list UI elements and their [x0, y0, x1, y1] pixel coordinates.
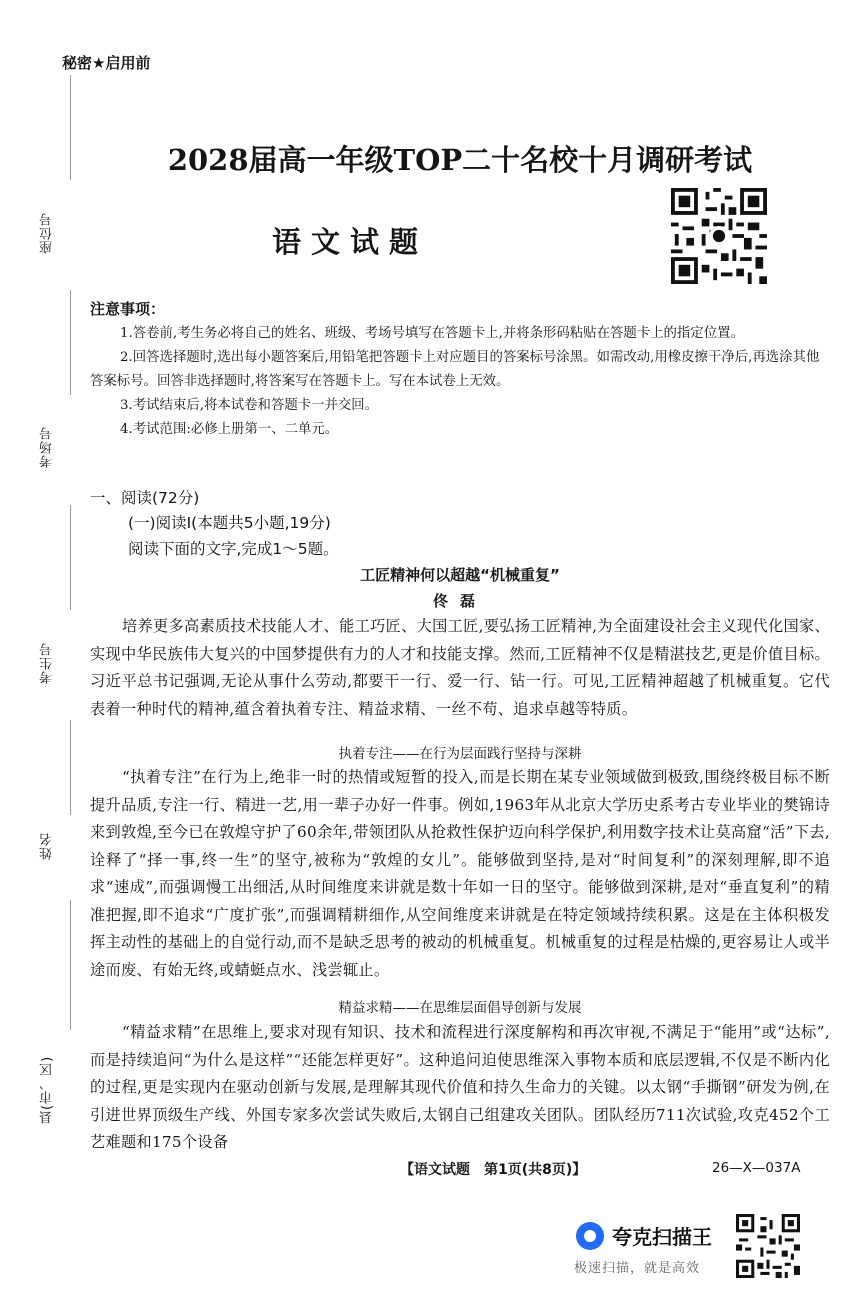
paragraph: 培养更多高素质技术技能人才、能工巧匠、大国工匠,要弘扬工匠精神,为全面建设社会主义现代化国家、实现中华民族伟大复兴的中国梦提供有力的人才和技能支撑。然而,工匠精神不仅是精湛技艺,更是价值目标。习近平总书记强调,无论从事什么劳动,都要干一行、爱一行、钻一行。可见,工匠精神超越了机械重复。它代表着一种时代的精神,蕴含着执着专注、精益求精、一丝不苟、追求卓越等特质。 — [90, 617, 830, 718]
article-author: 佟磊 — [432, 592, 487, 610]
paragraph: “精益求精”在思维上,要求对现有知识、技术和流程进行深度解构和再次审视,不满足于“能用”或“达标”,而是持续追问“为什么是这样”“还能怎样更好”。这种追问迫使思维深入事物本质和底层逻辑,不仅是不断内化的过程,更是实现内在驱动创新与发展,是理解其现代价值和持久生命力的关键。以太钢“手撕钢”研发为例,在引进世界顶级生产线、外国专家多次尝试失败后,太钢自己组建攻关团队。团队经历711次试验,攻克452个工艺难题和175个设备 — [90, 1023, 830, 1151]
section-heading: 一、阅读(72分) — [90, 489, 200, 507]
notice-item: 1.答卷前,考生务必将自己的姓名、班级、考场号填写在答题卡上,并将条形码粘贴在答题卡上的指定位置。 — [120, 326, 744, 341]
margin-divider — [70, 900, 71, 1030]
margin-divider — [70, 505, 71, 610]
scanner-logo-icon — [576, 1222, 604, 1250]
scanner-brand: 夸克扫描王 — [612, 1225, 712, 1249]
part2-heading: 精益求精——在思维层面倡导创新与发展 — [338, 1000, 582, 1016]
seat-number-label: 座位号 — [40, 212, 55, 254]
page-footer-label: 【语文试题 第1页(共8页)】 — [400, 1162, 587, 1178]
qr-code-icon — [671, 188, 767, 284]
notice-list — [90, 322, 830, 442]
part1-heading: 执着专注——在行为层面践行坚持与深耕 — [338, 746, 582, 762]
article-part2 — [90, 1019, 830, 1157]
confidential-mark: 秘密★启用前 — [62, 54, 151, 72]
notice-item: 3.考试结束后,将本试卷和答题卡一并交回。 — [120, 398, 379, 413]
margin-divider — [70, 75, 71, 180]
margin-divider — [70, 290, 71, 395]
notice-item: 4.考试范围:必修上册第一、二单元。 — [120, 422, 339, 437]
watermark-qr-icon — [736, 1214, 800, 1278]
exam-room-label: 考场号 — [40, 426, 55, 468]
article-intro — [90, 613, 830, 723]
notice-item: 2.回答选择题时,选出每小题答案后,用铅笔把答题卡上对应题目的答案标号涂黑。如需改动,用橡皮擦干净后,再选涂其他答案标号。回答非选择题时,将答案写在答题卡上。写在本试卷上无效。 — [90, 350, 820, 389]
subsection-heading: (一)阅读Ⅰ(本题共5小题,19分) — [128, 514, 331, 532]
notice-heading: 注意事项： — [90, 300, 166, 318]
paragraph: “执着专注”在行为上,绝非一时的热情或短暂的投入,而是长期在某专业领域做到极致,围绕终极目标不断提升品质,专注一行、精进一艺,用一辈子办好一件事。例如,1963年从北京大学历史系考古专业毕业的樊锦诗来到敦煌,至今已在敦煌守护了60余年,带领团队从抢救性保护迈向科学保护,利用数字技术让莫高窟“活”下去,诠释了“择一事,终一生”的坚守,被称为“敦煌的女儿”。能够做到坚持,是对“时间复利”的深刻理解,即不追求“速成”,而强调慢工出细活,从时间维度来讲就是数十年如一日的坚守。能够做到深耕,是对“垂直复利”的精准把握,即不追求“广度扩张”,而强调精耕细作,从空间维度来讲就是在特定领域持续积累。这是在主体积极发挥主动性的基础上的自觉行动,而不是缺乏思考的被动的机械重复。机械重复的过程是枯燥的,更容易让人或半途而废、有始无终,或蜻蜓点水、浅尝辄止。 — [90, 768, 830, 979]
subject-title: 语文试题 — [271, 225, 428, 259]
article-title: 工匠精神何以超越“机械重复” — [360, 566, 560, 584]
reading-instruction: 阅读下面的文字,完成1～5题。 — [128, 540, 339, 558]
county-label: 县(市、区) — [40, 1055, 55, 1125]
name-label: 姓名 — [40, 832, 55, 860]
article-part1 — [90, 764, 830, 984]
margin-divider — [70, 720, 71, 815]
paper-code: 26—X—037A — [712, 1160, 801, 1176]
exam-title: 2028届高一年级TOP二十名校十月调研考试 — [167, 143, 753, 177]
scanner-slogan: 极速扫描，就是高效 — [574, 1261, 701, 1276]
candidate-number-label: 考生号 — [40, 642, 55, 684]
